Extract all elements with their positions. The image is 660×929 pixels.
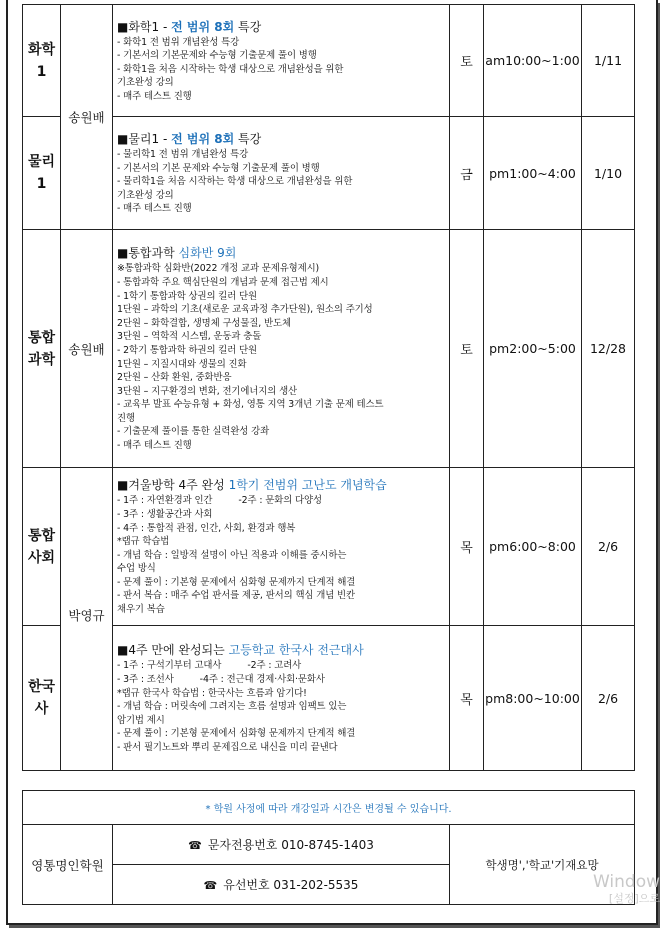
course-detail-line: 1단원 – 지질시대와 생물의 진화 (117, 358, 247, 370)
tel-number-cell (113, 865, 450, 905)
tel-number: 유선번호 031-202-5535 (223, 878, 359, 892)
subject-label: 사회 (27, 549, 56, 566)
course-detail-line: - 2학기 통합과학 하권의 킬러 단원 (117, 344, 257, 356)
notice-text: * 학원 사정에 따라 개강일과 시간은 변경될 수 있습니다. (205, 804, 452, 815)
start-date-cell (582, 468, 635, 626)
academy-name-cell (23, 825, 113, 905)
subject-label: 물리 (27, 154, 56, 170)
course-content (113, 5, 450, 117)
start-date-cell (582, 626, 635, 771)
course-detail-line: 진행 (117, 412, 135, 424)
start-date-cell (582, 117, 635, 230)
time-value: pm2:00~5:00 (489, 341, 576, 356)
phone-icon: ☎ (203, 879, 218, 892)
course-detail-line: - 화학1을 처음 시작하는 학생 대상으로 개념완성을 위한 (117, 63, 344, 75)
time-cell (484, 230, 582, 468)
day-value: 토 (460, 343, 473, 358)
course-detail-line: 1단원 – 과학의 기초(새로운 교육과정 추가단원), 원소의 주기성 (117, 304, 373, 316)
time-value: pm8:00~10:00 (485, 690, 580, 706)
course-detail-line: - 3주 : 생활공간과 사회 (117, 508, 213, 520)
schedule-row-integrated-science (23, 230, 635, 468)
course-detail-line: - 판서 필기노트와 뿌리 문제집으로 내신을 미리 끝낸다 (117, 741, 338, 753)
schedule-notice (23, 791, 635, 825)
subject-label: 통합 (27, 527, 56, 544)
course-detail-line: 기초완성 강의 (117, 189, 174, 201)
start-date-value: 2/6 (597, 690, 619, 706)
course-detail-line: 암기법 제시 (117, 714, 165, 726)
time-cell (484, 626, 582, 771)
teacher-name: 송원배 (68, 341, 105, 357)
watermark-line: Window (592, 872, 660, 892)
time-cell (484, 117, 582, 230)
course-title-prefix: ■물리1 - (117, 132, 172, 147)
course-detail-line: - 1학기 통합과학 상권의 킬러 단원 (117, 290, 257, 302)
phone-icon: ☎ (188, 839, 202, 852)
course-title (117, 244, 445, 262)
course-detail-line: - 개념 학습 : 일방적 설명이 아닌 적용과 이해를 중시하는 (117, 549, 347, 561)
day-cell (450, 468, 484, 626)
subject-label: 화학 (27, 41, 56, 58)
course-content (113, 626, 450, 771)
course-detail-line: - 매주 테스트 진행 (117, 203, 192, 215)
course-detail-line: - 개념 학습 : 머릿속에 그려지는 흐름 설명과 임팩트 있는 (117, 701, 347, 713)
course-detail-line: 기초완성 강의 (117, 77, 174, 89)
start-date-value: 2/6 (597, 539, 619, 554)
course-detail-line: 2단원 – 산화 환원, 중화반응 (117, 372, 232, 384)
windows-activation-watermark (593, 872, 660, 906)
course-detail-line: - 문제 풀이 : 기본형 문제에서 심화형 문제까지 단계적 해결 (117, 728, 356, 740)
course-detail-line: - 판서 복습 : 매주 수업 판서를 제공, 판서의 핵심 개념 빈칸 (117, 590, 355, 602)
course-title (117, 18, 445, 36)
time-value: am10:00~1:00 (485, 53, 580, 68)
course-title (117, 641, 445, 659)
time-value: pm1:00~4:00 (489, 165, 576, 181)
teacher-name: 박영규 (68, 608, 105, 623)
subject-label: 과학 (27, 351, 56, 368)
course-title-highlight: 전 범위 8회 (171, 19, 235, 34)
day-cell (450, 5, 484, 117)
teacher-cell (61, 5, 113, 230)
sms-number: 문자전용번호 010-8745-1403 (207, 838, 374, 852)
subject-label: 통합 (27, 329, 56, 346)
time-cell (484, 468, 582, 626)
schedule-row-chemistry (23, 5, 635, 117)
course-detail-line: 채우기 복습 (117, 604, 165, 616)
course-detail-line: - 화학1 전 범위 개념완성 특강 (117, 36, 240, 48)
footer-table (22, 790, 635, 905)
course-content (113, 117, 450, 230)
time-value: pm6:00~8:00 (489, 539, 576, 554)
course-title-prefix: ■겨울방학 4주 완성 (117, 478, 229, 493)
subject-cell (23, 5, 61, 117)
course-detail-line: - 1주 : 구석기부터 고대사 -2주 : 고려사 (117, 660, 302, 672)
day-cell (450, 626, 484, 771)
course-detail-line: 수업 방식 (117, 563, 156, 575)
day-value: 금 (460, 167, 473, 183)
start-date-cell (582, 5, 635, 117)
start-date-value: 12/28 (589, 341, 627, 356)
course-title-suffix: 특강 (234, 132, 262, 147)
day-cell (450, 230, 484, 468)
course-content (113, 230, 450, 468)
subject-cell (23, 626, 61, 771)
course-title (117, 476, 445, 494)
schedule-row-integrated-society (23, 468, 635, 626)
subject-label: 1 (36, 176, 47, 192)
course-detail-line: 2단원 – 화학결합, 생명체 구성물질, 반도체 (117, 317, 291, 329)
day-value: 목 (460, 541, 473, 556)
course-detail-line: - 기본서의 기본문제와 수능형 기출문제 풀이 병행 (117, 50, 317, 62)
sms-number-cell (113, 825, 450, 865)
academy-name: 영통명인학원 (31, 857, 104, 873)
subject-cell (23, 117, 61, 230)
day-value: 토 (460, 55, 473, 70)
course-title-highlight: 고등학교 한국사 전근대사 (228, 643, 364, 658)
course-detail-line: - 매주 테스트 진행 (117, 440, 192, 452)
course-detail-line: - 교육부 발표 수능유형 + 화성, 영통 지역 3개년 기출 문제 테스트 (117, 399, 384, 411)
course-detail-line: ※통합과학 심화반(2022 개정 교과 문제유형제시) (117, 263, 320, 275)
start-date-cell (582, 230, 635, 468)
subject-label: 한국 (27, 679, 56, 695)
time-cell (484, 5, 582, 117)
course-detail-line: - 문제 풀이 : 기본형 문제에서 심화형 문제까지 단계적 해결 (117, 576, 356, 588)
course-detail-line: 3단원 – 지구환경의 변화, 전기에너지의 생산 (117, 385, 297, 397)
course-title-prefix: ■통합과학 (117, 246, 179, 261)
course-detail-line: - 기출문제 풀이를 통한 실력완성 강좌 (117, 426, 270, 438)
course-content (113, 468, 450, 626)
teacher-cell (61, 468, 113, 771)
course-detail-line: - 3주 : 조선사 -4주 : 전근대 경제·사회·문화사 (117, 674, 325, 686)
watermark-line: [설정]으로 (608, 892, 660, 905)
course-title-prefix: ■화학1 - (117, 19, 172, 34)
teacher-name: 송원배 (68, 110, 105, 125)
course-title-highlight: 심화반 9회 (178, 246, 237, 261)
request-note: 학생명','학교'기재요망 (485, 857, 599, 872)
course-title-suffix: 특강 (234, 19, 262, 34)
course-detail-line: *랩규 학습법 (117, 536, 170, 548)
subject-cell (23, 230, 61, 468)
course-detail-line: - 통합과학 주요 핵심단원의 개념과 문제 접근법 제시 (117, 276, 329, 288)
course-detail-line: 3단원 – 역학적 시스템, 운동과 충돌 (117, 331, 262, 343)
course-title-prefix: ■4주 만에 완성되는 (117, 643, 229, 658)
start-date-value: 1/11 (593, 53, 623, 68)
schedule-table (22, 4, 635, 771)
day-cell (450, 117, 484, 230)
course-detail-line: - 물리학1 전 범위 개념완성 특강 (117, 149, 249, 161)
course-detail-line: - 기본서의 기본 문제와 수능형 기출문제 풀이 병행 (117, 162, 320, 174)
teacher-cell (61, 230, 113, 468)
course-detail-line: - 물리학1을 처음 시작하는 학생 대상으로 개념완성을 위한 (117, 176, 353, 188)
schedule-row-physics (23, 117, 635, 230)
subject-cell (23, 468, 61, 626)
course-detail-line: *랩규 한국사 학습법 : 한국사는 흐름과 암기다! (117, 687, 307, 699)
course-detail-line: - 매주 테스트 진행 (117, 90, 192, 102)
course-title-highlight: 전 범위 8회 (171, 132, 235, 147)
day-value: 목 (460, 692, 473, 708)
subject-label: 1 (36, 63, 47, 80)
start-date-value: 1/10 (593, 165, 623, 181)
subject-label: 사 (34, 701, 49, 717)
course-detail-line: - 4주 : 통합적 관점, 인간, 사회, 환경과 행복 (117, 522, 296, 534)
course-title-highlight: 1학기 전범위 고난도 개념학습 (228, 478, 387, 493)
course-detail-line: - 1주 : 자연환경과 인간 -2주 : 문화의 다양성 (117, 495, 322, 507)
course-title (117, 130, 445, 148)
schedule-row-korean-history (23, 626, 635, 771)
